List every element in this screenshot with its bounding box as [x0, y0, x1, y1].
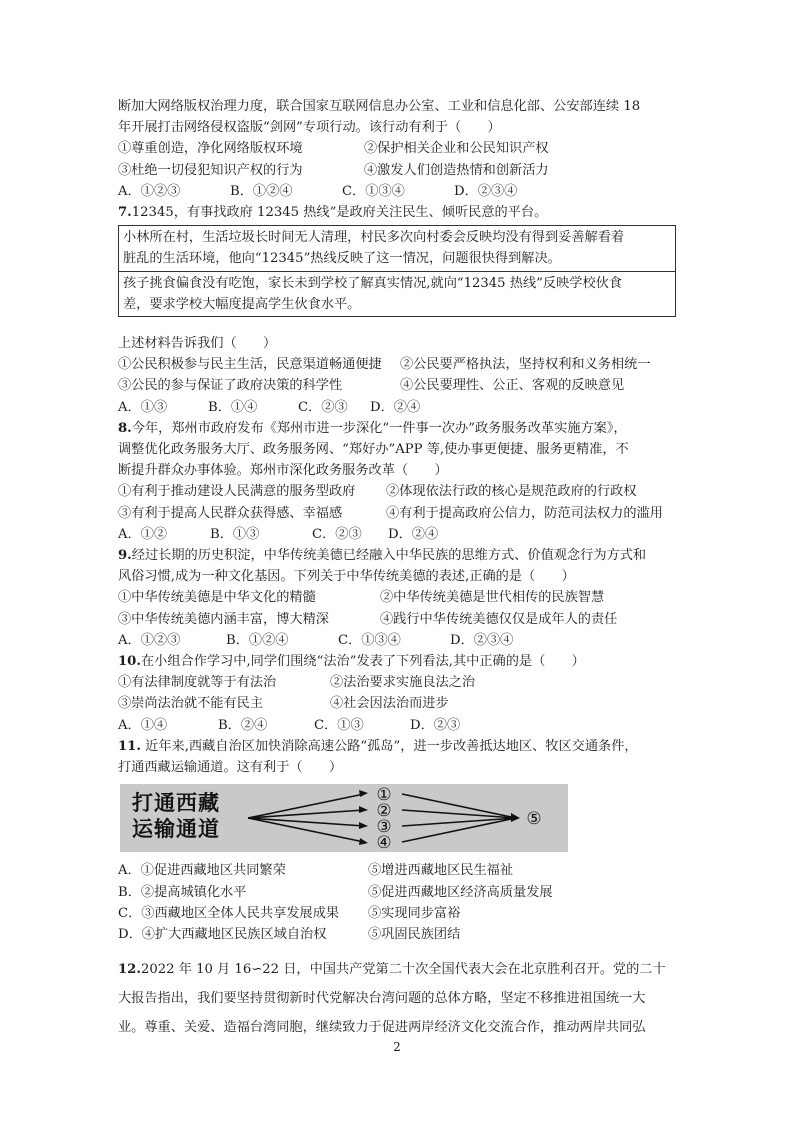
- q6-item-row: [118, 160, 676, 181]
- q10-number: 10.: [118, 654, 141, 670]
- q9-item-row: [118, 609, 676, 630]
- diagram-node-4: ④: [376, 833, 392, 853]
- q8-option-b[interactable]: B．①③: [210, 526, 260, 542]
- q7-material-line: 脏乱的生活环境，他向“12345”热线反映了这一情况，问题很快得到解决。: [123, 251, 561, 267]
- q10-item: ①有法律制度就等于有法治: [118, 675, 277, 691]
- question-9: [118, 545, 676, 651]
- q8-line: 断提升群众办事体验。郑州市深化政务服务改革（ ）: [118, 463, 448, 479]
- q6-line: 年开展打击网络侵权盗版“剑网”专项行动。该行动有利于（ ）: [118, 120, 501, 136]
- q9-item: ④践行中华传统美德仅仅是成年人的责任: [380, 611, 618, 627]
- q7-item: ③公民的参与保证了政府决策的科学性: [118, 378, 343, 394]
- q7-item: ①公民积极参与民主生活，民意渠道畅通便捷: [118, 357, 382, 373]
- q7-material-line: 孩子挑食偏食没有吃饱，家长未到学校了解真实情况,就向“12345 热线”反映学校伙食: [123, 275, 623, 291]
- q7-option-a[interactable]: A．①③: [118, 399, 168, 415]
- q6-item-row: [118, 138, 676, 159]
- q7-stem-line: [118, 202, 676, 223]
- q7-option-b[interactable]: B．①④: [208, 399, 258, 415]
- q9-number: 9.: [118, 548, 132, 564]
- q6-item: ②保护相关企业和公民知识产权: [364, 141, 549, 157]
- q7-item: ②公民要严格执法，坚持权利和义务相统一: [400, 357, 651, 373]
- q11-diagram-label-line: 运输通道: [132, 817, 220, 842]
- q10-item-row: [118, 693, 676, 714]
- q9-item-row: [118, 587, 676, 608]
- q11-option-d-right: ⑤巩固民族团结: [368, 926, 461, 942]
- q9-option-d[interactable]: D．②③④: [450, 632, 514, 648]
- q11-option-d-left: D．④扩大西藏地区民族区域自治权: [118, 926, 327, 942]
- q7-item-row: [118, 354, 676, 375]
- question-12: [118, 955, 676, 1042]
- q8-item: ②体现依法行政的核心是规范政府的行政权: [386, 484, 637, 500]
- q8-number: 8.: [118, 420, 132, 436]
- q7-options: [118, 397, 676, 418]
- q9-item: ①中华传统美德是中华文化的精髓: [118, 590, 316, 606]
- q10-stem-line: [118, 651, 676, 672]
- diagram-node-5: ⑤: [526, 809, 542, 830]
- q8-item: ③有利于提高人民群众获得感、幸福感: [118, 505, 343, 521]
- q6-option-b[interactable]: B．①②④: [230, 183, 293, 199]
- q9-item: ②中华传统美德是世代相传的民族智慧: [380, 590, 605, 606]
- q6-item: ①尊重创造，净化网络版权环境: [118, 141, 303, 157]
- q12-line: [118, 955, 676, 984]
- question-8: [118, 418, 676, 545]
- q7-material-line: 小林所在村，生活垃圾长时间无人清理，村民多次向村委会反映均没有得到妥善解看着: [123, 230, 625, 246]
- diagram-node-1: ①: [376, 785, 392, 806]
- q11-number: 11.: [118, 738, 141, 754]
- q8-item: ④有利于提高政府公信力，防范司法权力的滥用: [386, 505, 663, 521]
- q11-option-b-right: ⑤促进西藏地区经济高质量发展: [368, 884, 553, 900]
- q7-question: 上述材料告诉我们（ ）: [118, 336, 277, 352]
- question-11: [118, 736, 676, 945]
- q11-diagram-arrows: [120, 784, 568, 852]
- q10-item: ④社会因法治而进步: [330, 696, 449, 712]
- q10-option-c[interactable]: C．①③: [314, 717, 364, 733]
- q11-line: 打通西藏运输通道。这有利于（ ）: [118, 760, 343, 776]
- q7-material-line: 差，要求学校大幅度提高学生伙食水平。: [123, 296, 361, 312]
- page-content: [118, 96, 676, 1042]
- q11-option-b-left: B．②提高城镇化水平: [118, 884, 247, 900]
- question-10: [118, 651, 676, 736]
- q6-options: [118, 181, 676, 202]
- q9-options: [118, 630, 676, 651]
- q10-item: ③崇尚法治就不能有民主: [118, 696, 264, 712]
- q11-option-a-right: ⑤增进西藏地区民生福祉: [368, 863, 514, 879]
- q11-line: [118, 736, 676, 757]
- q6-option-c[interactable]: C．①③④: [342, 183, 405, 199]
- q8-options: [118, 524, 676, 545]
- q11-option-c-right: ⑤实现同步富裕: [368, 905, 461, 921]
- q8-item-row: [118, 503, 676, 524]
- page-number: 2: [393, 1040, 401, 1054]
- q6-option-d[interactable]: D．②③④: [454, 183, 518, 199]
- q7-material-1: [119, 226, 675, 270]
- q11-option-row[interactable]: [118, 924, 676, 945]
- q7-stem: 12345，有事找政府 12345 热线”是政府关注民生、倾听民意的平台。: [131, 205, 548, 221]
- q9-line-text: 经过长期的历史积淀，中华传统美德已经融入中华民族的思维方式、价值观念行为方式和: [131, 548, 647, 564]
- q8-option-d[interactable]: D．②④: [388, 526, 439, 542]
- q8-item: ①有利于推动建设人民满意的服务型政府: [118, 484, 356, 500]
- q8-item-row: [118, 481, 676, 502]
- arrowhead: [359, 806, 368, 813]
- q12-line-text: 2022 年 10 月 16∽22 日，中国共产党第二十次全国代表大会在北京胜利召开。党的二十: [140, 962, 666, 978]
- q8-line: 调整优化政务服务大厅、政务服务网、“郑好办”APP 等,使办事更便捷、服务更精准，不: [118, 442, 629, 458]
- q12-line: 业。尊重、关爱、造福台湾同胞，继续致力于促进两岸经济文化交流合作，推动两岸共同弘: [118, 1020, 646, 1036]
- q11-diagram: [120, 784, 568, 852]
- diagram-node-3: ③: [376, 817, 392, 838]
- q6-line: 断加大网络版权治理力度，联合国家互联网信息办公室、工业和信息化部、公安部连续 18: [118, 99, 641, 114]
- q7-option-d[interactable]: D．②④: [370, 399, 421, 415]
- q11-option-row[interactable]: [118, 903, 676, 924]
- q6-option-a[interactable]: A．①②③: [118, 183, 181, 199]
- arrowhead: [359, 822, 368, 829]
- q10-option-a[interactable]: A．①④: [118, 717, 168, 733]
- q10-item-row: [118, 672, 676, 693]
- q7-material-2: [119, 271, 675, 316]
- q7-material-box: [118, 225, 676, 317]
- q11-diagram-label-line: 打通西藏: [132, 791, 220, 816]
- q8-option-a[interactable]: A．①②: [118, 526, 168, 542]
- q10-item: ②法治要求实施良法之治: [330, 675, 476, 691]
- q7-option-c[interactable]: C．②③: [298, 399, 348, 415]
- question-7: [118, 202, 676, 418]
- q9-option-c[interactable]: C．①③④: [338, 632, 401, 648]
- q7-item: ④公民要理性、公正、客观的反映意见: [400, 378, 625, 394]
- q11-option-row[interactable]: [118, 860, 676, 881]
- q6-item: ④激发人们创造热情和创新活力: [364, 162, 549, 178]
- q7-item-row: [118, 375, 676, 396]
- q8-option-c[interactable]: C．②③: [312, 526, 362, 542]
- q11-option-row[interactable]: [118, 882, 676, 903]
- q10-option-b[interactable]: B．②④: [218, 717, 268, 733]
- q10-option-d[interactable]: D．②③: [410, 717, 461, 733]
- q12-number: 12.: [118, 962, 141, 978]
- q11-line-text: 近年来,西藏自治区加快消除高速公路“孤岛”，进一步改善抵达地区、牧区交通条件，: [145, 738, 638, 754]
- q12-line: 大报告指出，我们要坚持贯彻新时代党解决台湾问题的总体方略，坚定不移推进祖国统一大: [118, 991, 646, 1007]
- q8-line: [118, 418, 676, 439]
- q6-item: ③杜绝一切侵犯知识产权的行为: [118, 162, 303, 178]
- q9-line: [118, 545, 676, 566]
- q11-option-a-left: A．①促进西藏地区共同繁荣: [118, 863, 286, 879]
- q9-option-a[interactable]: A．①②③: [118, 632, 181, 648]
- q7-number: 7.: [118, 205, 132, 221]
- q10-stem: 在小组合作学习中,同学们围绕“法治”发表了下列看法,其中正确的是（ ）: [140, 654, 585, 670]
- arrowhead: [359, 838, 368, 845]
- q9-item: ③中华传统美德内涵丰富，博大精深: [118, 611, 329, 627]
- arrowhead: [359, 790, 368, 797]
- arrowhead: [511, 813, 520, 822]
- q9-option-b[interactable]: B．①②④: [226, 632, 289, 648]
- q9-line: 风俗习惯,成为一种文化基因。下列关于中华传统美德的表述,正确的是（ ）: [118, 569, 575, 585]
- question-6: [118, 96, 676, 202]
- q8-line-text: 今年，郑州市政府发布《郑州市进一步深化“一件事一次办”政务服务改革实施方案》，: [131, 420, 627, 436]
- diagram-node-2: ②: [376, 801, 392, 822]
- q11-option-c-left: C．③西藏地区全体人民共享发展成果: [118, 905, 340, 921]
- q10-options: [118, 715, 676, 736]
